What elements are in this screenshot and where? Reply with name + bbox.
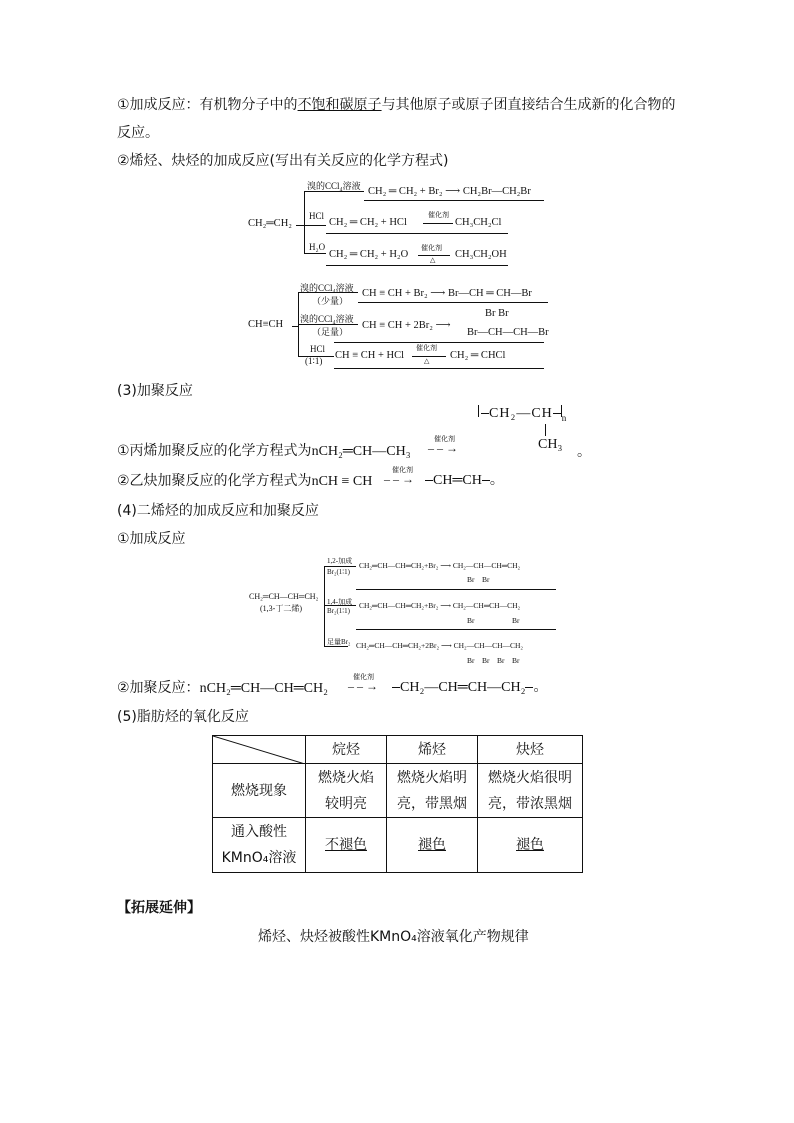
oxidation-table [212, 735, 583, 873]
cat-ethene-hcl: 催化剂 [428, 211, 449, 219]
cond-ethyne-little: （少量） [312, 296, 349, 306]
eq-ethene-h2o-b: CH₃CH₂OH [455, 249, 507, 260]
eq-ethyne-br2-little: CH ≡ CH + Br₂ ⟶ Br—CH ═ CH—Br [362, 288, 532, 299]
section-oxidation: (5)脂肪烃的氧化反应 [117, 709, 249, 725]
cond-14-addition: 1,4-加成 [327, 598, 353, 606]
cond-ethyne-br2-little: 溴的CCl₄溶液 [300, 283, 354, 293]
cell-alkane-combustion: 燃烧火焰 较明亮 [306, 764, 387, 818]
br-12-addition: Br Br [467, 575, 490, 584]
eq-12-addition: CH₂═CH—CH═CH₂+Br₂ ⟶ CH₂—CH—CH═CH₂ [359, 561, 521, 570]
cond-ethene-hcl: HCl [309, 211, 325, 221]
cat-acetylene: 催化剂 [392, 466, 413, 474]
cat-diene: 催化剂 [353, 673, 374, 681]
br-full-addition: Br Br Br Br [467, 656, 520, 665]
cond-12-addition: 1,2-加成 [327, 557, 353, 565]
cat-ethyne-hcl: 催化剂 [416, 344, 437, 352]
paragraph-alkene-alkyne-addition: ②烯烃、炔烃的加成反应(写出有关反应的化学方程式) [117, 153, 449, 169]
header-alkane: 烷烃 [306, 736, 387, 764]
period-propene: 。 [577, 444, 591, 460]
cell-alkane-kmno4: 不褪色 [306, 818, 387, 873]
diene-addition-title: ①加成反应 [117, 531, 186, 547]
br-14-addition: Br Br [467, 616, 520, 625]
eq-ethyne-hcl-a: CH ≡ CH + HCl [335, 350, 405, 361]
paragraph-addition-definition: ①加成反应：有机物分子中的不饱和碳原子与其他原子或原子团直接结合生成新的化合物的 [117, 97, 676, 113]
header-alkene: 烯烃 [387, 736, 478, 764]
diene-polymerization: ②加聚反应：nCH₂═CH—CH═CH₂ [117, 680, 328, 696]
heat-ethene-h2o: △ [430, 256, 436, 264]
polybutadiene-product: CH₂—CH═CH—CH₂ 。 [392, 678, 547, 698]
row-kmno4-label: 通入酸性 KMnO₄溶液 [213, 818, 306, 873]
header-alkyne: 炔烃 [478, 736, 583, 764]
cond-ethyne-hcl: HCl [310, 344, 326, 354]
butadiene-formula: CH₂═CH—CH═CH₂ [249, 592, 319, 601]
cond-12-br2: Br₂(1∶1) [327, 568, 350, 576]
cond-ethene-h2o: H₂O [309, 242, 326, 252]
polyacetylene-product: CH═CH 。 [425, 471, 504, 491]
acetylene-polymerization: ②乙炔加聚反应的化学方程式为nCH ≡ CH [117, 473, 373, 489]
ethyne-reactant: CH≡CH [248, 319, 284, 330]
section-polymerization: (3)加聚反应 [117, 383, 193, 399]
cell-alkyne-kmno4: 褪色 [478, 818, 583, 873]
extension-title: 【拓展延伸】 [117, 900, 201, 916]
cell-alkene-combustion: 燃烧火焰明 亮，带黑烟 [387, 764, 478, 818]
eq-full-addition: CH₂═CH—CH═CH₂+2Br₂ ⟶ CH₂—CH—CH—CH₂ [356, 641, 524, 650]
arrow-diene: – – → [348, 679, 378, 693]
cond-excess-br2: 足量Br₂ [327, 638, 351, 646]
heat-ethyne-hcl: △ [424, 357, 430, 365]
section-diene: (4)二烯烃的加成反应和加聚反应 [117, 503, 319, 519]
row-combustion-label: 燃烧现象 [213, 764, 306, 818]
paragraph-continuation: 反应。 [117, 125, 159, 141]
polypropylene-methyl: CH₃ [538, 437, 563, 452]
polypropylene-product: CH₂—CH $_n$ [478, 405, 567, 423]
cond-14-br2: Br₂(1∶1) [327, 607, 350, 615]
prod-br-top: Br Br [485, 308, 509, 319]
ethene-reactant: CH₂═CH₂ [248, 218, 292, 229]
prod-tetrabromo: Br—CH—CH—Br [467, 327, 549, 338]
eq-ethyne-hcl-b: CH₂ ═ CHCl [450, 350, 506, 361]
arrow-propene: – – → [428, 441, 458, 455]
cond-ethyne-ratio: (1∶1) [305, 356, 323, 366]
butadiene-name: (1,3-丁二烯) [260, 604, 302, 613]
cond-ethyne-br2-excess: 溴的CCl₄溶液 [300, 314, 354, 324]
cat-propene: 催化剂 [434, 435, 455, 443]
underlined-term: 不饱和碳原子 [297, 97, 382, 113]
eq-ethene-hcl-b: CH₃CH₂Cl [455, 217, 502, 228]
cell-alkene-kmno4: 褪色 [387, 818, 478, 873]
eq-ethene-hcl-a: CH₂ ═ CH₂ + HCl [329, 217, 407, 228]
arrow-acetylene: – – → [384, 472, 414, 486]
eq-ethene-br2: CH₂ ═ CH₂ + Br₂ ⟶ CH₂Br—CH₂Br [368, 186, 531, 197]
eq-ethene-h2o-a: CH₂ ═ CH₂ + H₂O [329, 249, 409, 260]
extension-subtitle: 烯烃、炔烃被酸性KMnO₄溶液氧化产物规律 [258, 929, 529, 945]
table-corner [213, 736, 306, 764]
eq-ethyne-br2-excess: CH ≡ CH + 2Br₂ ⟶ [362, 320, 451, 331]
eq-14-addition: CH₂═CH—CH═CH₂+Br₂ ⟶ CH₂—CH═CH—CH₂ [359, 601, 521, 610]
cell-alkyne-combustion: 燃烧火焰很明 亮，带浓黑烟 [478, 764, 583, 818]
propene-polymerization: ①丙烯加聚反应的化学方程式为nCH₂═CH—CH₃ [117, 443, 411, 459]
cat-ethene-h2o: 催化剂 [421, 244, 442, 252]
cond-ethene-br2: 溴的CCl₄溶液 [307, 181, 361, 191]
cond-ethyne-excess: （足量） [312, 327, 349, 337]
